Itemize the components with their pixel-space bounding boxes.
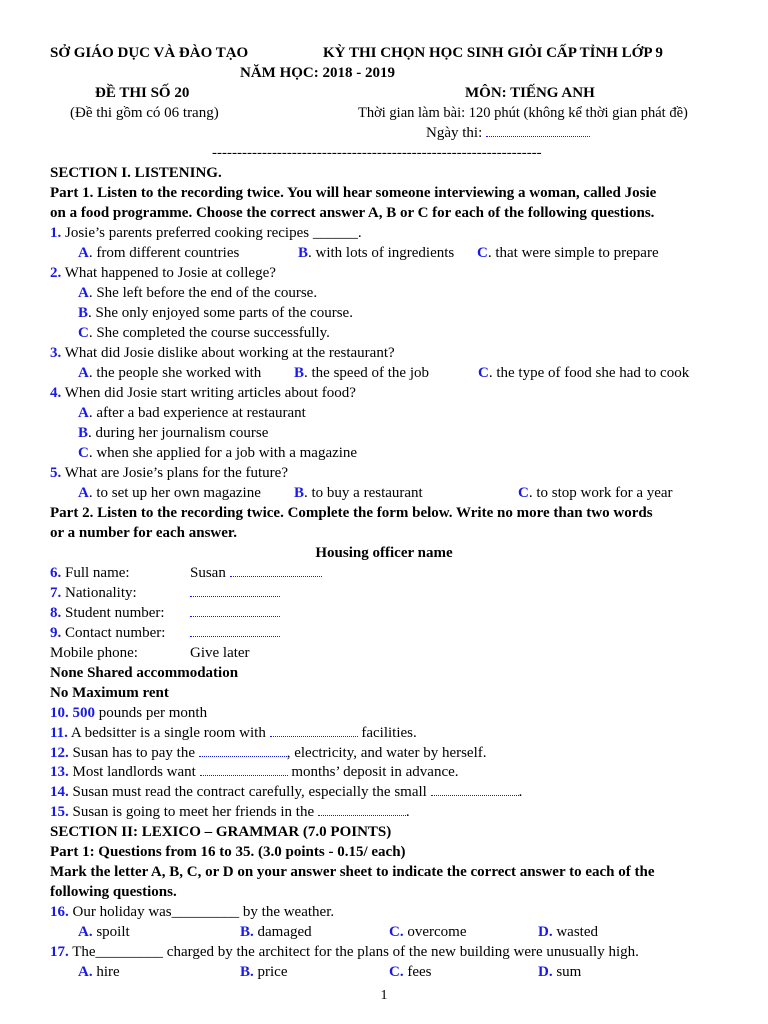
q4-option-c[interactable]: C. when she applied for a job with a magazine (78, 445, 358, 461)
option-letter: A (78, 365, 89, 381)
question-14 (50, 783, 522, 802)
question-number: 9. (50, 625, 62, 641)
question-text: pounds per month (98, 705, 208, 721)
q4-option-a[interactable]: A. after a bad experience at restaurant (78, 405, 306, 421)
question-text-before: A bedsitter is a single room with (70, 725, 266, 741)
option-text: the people she worked with (96, 365, 262, 381)
answer-blank-14[interactable] (431, 783, 519, 796)
question-2 (50, 264, 276, 283)
question-text-after: months’ deposit in advance. (291, 764, 459, 780)
question-number: 14. (50, 784, 69, 800)
q17-option-d[interactable]: D. sum (538, 964, 582, 980)
question-text: What did Josie dislike about working at the restaurant? (64, 345, 395, 361)
question-number: 6. (50, 565, 62, 581)
question-text-after: . (518, 784, 523, 800)
mobile-label: Mobile phone: (50, 645, 138, 661)
question-text-before: Susan has to pay the (72, 745, 195, 761)
question-17 (50, 943, 639, 962)
q17-option-b[interactable]: B. price (240, 964, 288, 980)
option-text: when she applied for a job with a magazine (96, 445, 358, 461)
question-3 (50, 344, 395, 363)
exam-title: KỲ THI CHỌN HỌC SINH GIỎI CẤP TỈNH LỚP 9 (323, 45, 663, 61)
option-text: She completed the course successfully. (96, 325, 330, 341)
subject: MÔN: TIẾNG ANH (465, 85, 595, 101)
form-title: Housing officer name (315, 545, 453, 561)
q16-option-a[interactable]: A. spoilt (78, 924, 130, 940)
option-letter: C (78, 325, 89, 341)
form-row-7 (50, 584, 137, 603)
question-text-after: facilities. (361, 725, 417, 741)
question-4 (50, 384, 356, 403)
option-text: the type of food she had to cook (496, 365, 690, 381)
pages-note: (Đề thi gồm có 06 trang) (70, 105, 219, 121)
section1-title: SECTION I. LISTENING. (50, 165, 222, 181)
option-letter: A (78, 924, 89, 940)
answer-blank-6[interactable] (230, 564, 322, 577)
answer-blank-9[interactable] (190, 624, 280, 637)
form-row-9 (50, 624, 165, 643)
option-letter: A (78, 245, 89, 261)
q5-option-b[interactable]: B. to buy a restaurant (294, 485, 423, 501)
option-text: after a bad experience at restaurant (96, 405, 306, 421)
question-1 (50, 224, 362, 243)
option-letter: B (78, 305, 89, 321)
date-blank (486, 124, 590, 137)
option-letter: D (538, 924, 549, 940)
q4-option-b[interactable]: B. during her journalism course (78, 425, 269, 441)
q16-option-c[interactable]: C. overcome (389, 924, 467, 940)
separator: ------------------------------------------------------------------ (212, 145, 542, 161)
option-text: that were simple to prepare (495, 245, 659, 261)
q2-option-c[interactable]: C. She completed the course successfully. (78, 325, 330, 341)
question-text: What happened to Josie at college? (64, 265, 276, 281)
question-text: When did Josie start writing articles about food? (64, 385, 356, 401)
section2-title: SECTION II: LEXICO – GRAMMAR (7.0 POINTS) (50, 824, 392, 840)
form-value-6 (190, 564, 322, 583)
part2-instruction-line2: or a number for each answer. (50, 525, 237, 541)
option-text: fees (407, 964, 432, 980)
option-letter: A (78, 405, 89, 421)
form-row-6 (50, 564, 130, 583)
question-11 (50, 724, 417, 743)
question-text-before: Most landlords want (72, 764, 196, 780)
option-text: She only enjoyed some parts of the course. (95, 305, 353, 321)
section2-instruction-line1: Mark the letter A, B, C, or D on your answer sheet to indicate the correct answer to each of the (50, 864, 655, 880)
option-text: wasted (556, 924, 598, 940)
q5-option-c[interactable]: C. to stop work for a year (518, 485, 673, 501)
form-value-9 (190, 624, 280, 643)
question-number: 15. (50, 804, 69, 820)
q16-option-b[interactable]: B. damaged (240, 924, 312, 940)
option-letter: A (78, 485, 89, 501)
question-number: 16. (50, 904, 69, 920)
option-letter: C (389, 924, 400, 940)
q1-option-c[interactable]: C. that were simple to prepare (477, 245, 659, 261)
part1-instruction-line2: on a food programme. Choose the correct answer A, B or C for each of the following questions. (50, 205, 655, 221)
option-text: the speed of the job (311, 365, 429, 381)
exam-number: ĐỀ THI SỐ 20 (95, 85, 190, 101)
option-text: price (257, 964, 288, 980)
question-number: 17. (50, 944, 69, 960)
q3-option-c[interactable]: C. the type of food she had to cook (478, 365, 690, 381)
section2-instruction-line2: following questions. (50, 884, 177, 900)
q3-option-b[interactable]: B. the speed of the job (294, 365, 429, 381)
question-text: Our holiday was_________ by the weather. (72, 904, 335, 920)
form-label: Student number: (65, 605, 165, 621)
option-text: during her journalism course (95, 425, 269, 441)
option-letter: C (78, 445, 89, 461)
option-text: damaged (257, 924, 312, 940)
part1-instruction-line1: Part 1. Listen to the recording twice. You will hear someone interviewing a woman, called Josie (50, 185, 657, 201)
form-value-8 (190, 604, 280, 623)
option-letter: B (240, 924, 251, 940)
date-row (426, 124, 590, 143)
school-year: NĂM HỌC: 2018 - 2019 (240, 65, 395, 81)
q17-option-c[interactable]: C. fees (389, 964, 432, 980)
option-text: to stop work for a year (536, 485, 673, 501)
option-text: She left before the end of the course. (96, 285, 318, 301)
question-number: 3. (50, 345, 62, 361)
option-text: to buy a restaurant (311, 485, 423, 501)
time-note: Thời gian làm bài: 120 phút (không kể thời gian phát đề) (358, 105, 688, 121)
question-number: 7. (50, 585, 62, 601)
option-letter: B (78, 425, 89, 441)
question-16 (50, 903, 334, 922)
question-number: 8. (50, 605, 62, 621)
option-letter: B (298, 245, 309, 261)
no-max-rent-line: No Maximum rent (50, 685, 169, 701)
option-text: sum (556, 964, 582, 980)
question-number: 11. (50, 725, 68, 741)
q17-option-a[interactable]: A. hire (78, 964, 120, 980)
question-number: 12. (50, 745, 69, 761)
answer-blank-8[interactable] (190, 604, 280, 617)
option-text: from different countries (96, 245, 240, 261)
mobile-value: Give later (190, 645, 250, 661)
form-value-7 (190, 584, 280, 603)
part2-instruction-line1: Part 2. Listen to the recording twice. Complete the form below. Write no more than two words (50, 505, 653, 521)
answer-blank-7[interactable] (190, 584, 280, 597)
answer-blank-12[interactable] (199, 744, 287, 757)
form-label: Full name: (65, 565, 130, 581)
question-13 (50, 763, 459, 782)
rent-value: 500 (72, 705, 95, 721)
form-label: Contact number: (65, 625, 166, 641)
option-letter: C (518, 485, 529, 501)
question-number: 5. (50, 465, 62, 481)
answer-blank-15[interactable] (318, 803, 406, 816)
option-text: hire (96, 964, 120, 980)
dept-name: SỞ GIÁO DỤC VÀ ĐÀO TẠO (50, 45, 249, 61)
question-text: Josie’s parents preferred cooking recipes ______. (65, 225, 362, 241)
section2-part1-title: Part 1: Questions from 16 to 35. (3.0 points - 0.15/ each) (50, 844, 406, 860)
answer-blank-13[interactable] (200, 763, 288, 776)
option-letter: C (389, 964, 400, 980)
form-row-8 (50, 604, 165, 623)
none-shared-line: None Shared accommodation (50, 665, 239, 681)
question-15 (50, 803, 410, 822)
option-letter: C (478, 365, 489, 381)
question-number: 1. (50, 225, 62, 241)
option-letter: B (294, 365, 305, 381)
question-number: 10. (50, 705, 69, 721)
q16-option-d[interactable]: D. wasted (538, 924, 598, 940)
question-number: 13. (50, 764, 69, 780)
option-letter: D (538, 964, 549, 980)
form-value: Susan (190, 565, 226, 581)
option-letter: B (240, 964, 251, 980)
question-5 (50, 464, 288, 483)
question-text-after: , electricity, and water by herself. (286, 745, 487, 761)
option-text: overcome (407, 924, 467, 940)
answer-blank-11[interactable] (270, 724, 358, 737)
option-letter: C (477, 245, 488, 261)
question-10 (50, 704, 207, 723)
question-text-before: Susan is going to meet her friends in the (72, 804, 315, 820)
question-text: What are Josie’s plans for the future? (64, 465, 288, 481)
q3-option-a[interactable]: A. the people she worked with (78, 365, 262, 381)
question-number: 4. (50, 385, 62, 401)
option-letter: B (294, 485, 305, 501)
option-letter: A (78, 285, 89, 301)
q2-option-a[interactable]: A. She left before the end of the course. (78, 285, 318, 301)
question-number: 2. (50, 265, 62, 281)
q5-option-a[interactable]: A. to set up her own magazine (78, 485, 261, 501)
page-number: 1 (380, 988, 388, 1003)
option-letter: A (78, 964, 89, 980)
q1-option-a[interactable]: A. from different countries (78, 245, 240, 261)
question-text-before: Susan must read the contract carefully, especially the small (72, 784, 427, 800)
option-text: to set up her own magazine (96, 485, 261, 501)
option-text: with lots of ingredients (315, 245, 455, 261)
question-12 (50, 744, 487, 763)
date-label: Ngày thi: (426, 125, 483, 141)
q2-option-b[interactable]: B. She only enjoyed some parts of the course. (78, 305, 353, 321)
option-text: spoilt (96, 924, 130, 940)
form-label: Nationality: (65, 585, 137, 601)
question-text: The_________ charged by the architect for the plans of the new building were unusually high. (72, 944, 639, 960)
q1-option-b[interactable]: B. with lots of ingredients (298, 245, 455, 261)
question-text-after: . (405, 804, 410, 820)
